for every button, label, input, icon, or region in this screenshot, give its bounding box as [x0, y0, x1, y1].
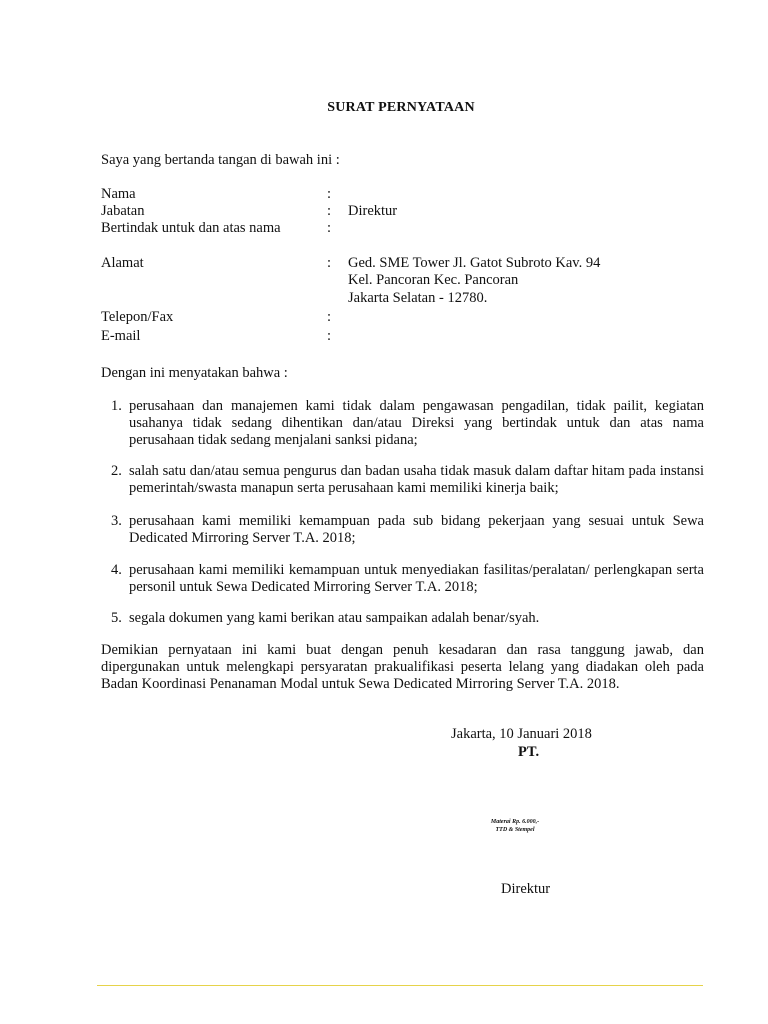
field-label-email: E-mail	[101, 328, 141, 344]
field-colon-bertindak: :	[327, 220, 332, 236]
field-colon-nama: :	[327, 186, 332, 202]
statement-number: 1.	[111, 398, 122, 414]
intro-text: Saya yang bertanda tangan di bawah ini :	[101, 152, 340, 168]
field-value-alamat-line2: Kel. Pancoran Kec. Pancoran	[348, 272, 519, 288]
field-colon-email: :	[327, 328, 332, 344]
document-title: SURAT PERNYATAAN	[327, 100, 475, 115]
statement-text: perusahaan dan manajemen kami tidak dalam pengawasan pengadilan, tidak pailit, kegiatan usahanya tidak sedang dihentikan dan/atau Direksi yang bertindak untuk dan atas nama perusahaan tidak sedang menjalani sanksi pidana;	[129, 398, 704, 448]
signer-title: Direktur	[501, 881, 551, 897]
statement-number: 3.	[111, 513, 122, 529]
field-label-alamat: Alamat	[101, 255, 144, 271]
field-value-jabatan: Direktur	[348, 203, 398, 219]
field-value-alamat-line1: Ged. SME Tower Jl. Gatot Subroto Kav. 94	[348, 255, 601, 271]
stamp-note-line1: Materai Rp. 6.000,-	[490, 819, 540, 825]
field-label-bertindak: Bertindak untuk dan atas nama	[101, 220, 281, 236]
stamp-note	[480, 818, 550, 834]
field-label-jabatan: Jabatan	[101, 203, 145, 219]
statement-number: 5.	[111, 610, 122, 626]
field-colon-jabatan: :	[327, 203, 332, 219]
stamp-note-line2: TTD & Stempel	[495, 827, 535, 833]
field-colon-telepon: :	[327, 309, 332, 325]
field-label-nama: Nama	[101, 186, 136, 202]
footer-divider	[97, 985, 703, 986]
field-label-telepon: Telepon/Fax	[101, 309, 174, 325]
field-value-alamat-line3: Jakarta Selatan - 12780.	[348, 290, 488, 306]
place-date: Jakarta, 10 Januari 2018	[451, 726, 592, 742]
field-colon-alamat: :	[327, 255, 332, 271]
statement-text: perusahaan kami memiliki kemampuan pada sub bidang pekerjaan yang sesuai untuk Sewa Dedicated Mirroring Server T.A. 2018;	[129, 513, 704, 546]
declaration-intro: Dengan ini menyatakan bahwa :	[101, 365, 288, 381]
closing-paragraph: Demikian pernyataan ini kami buat dengan penuh kesadaran dan rasa tanggung jawab, dan dipergunakan untuk melengkapi persyaratan prakualifikasi peserta lelang yang diadakan oleh pada Badan Koordinasi Penanaman Modal untuk Sewa Dedicated Mirroring Server T.A. 2018.	[101, 642, 704, 692]
statement-text: salah satu dan/atau semua pengurus dan badan usaha tidak masuk dalam daftar hitam pada instansi pemerintah/swasta manapun serta perusahaan kami memiliki kinerja baik;	[129, 463, 704, 496]
statement-number: 4.	[111, 562, 122, 578]
statement-text: segala dokumen yang kami berikan atau sampaikan adalah benar/syah.	[129, 610, 540, 626]
company-name: PT.	[518, 744, 540, 760]
statement-text: perusahaan kami memiliki kemampuan untuk menyediakan fasilitas/peralatan/ perlengkapan serta personil untuk Sewa Dedicated Mirroring Server T.A. 2018;	[129, 562, 704, 595]
statement-number: 2.	[111, 463, 122, 479]
